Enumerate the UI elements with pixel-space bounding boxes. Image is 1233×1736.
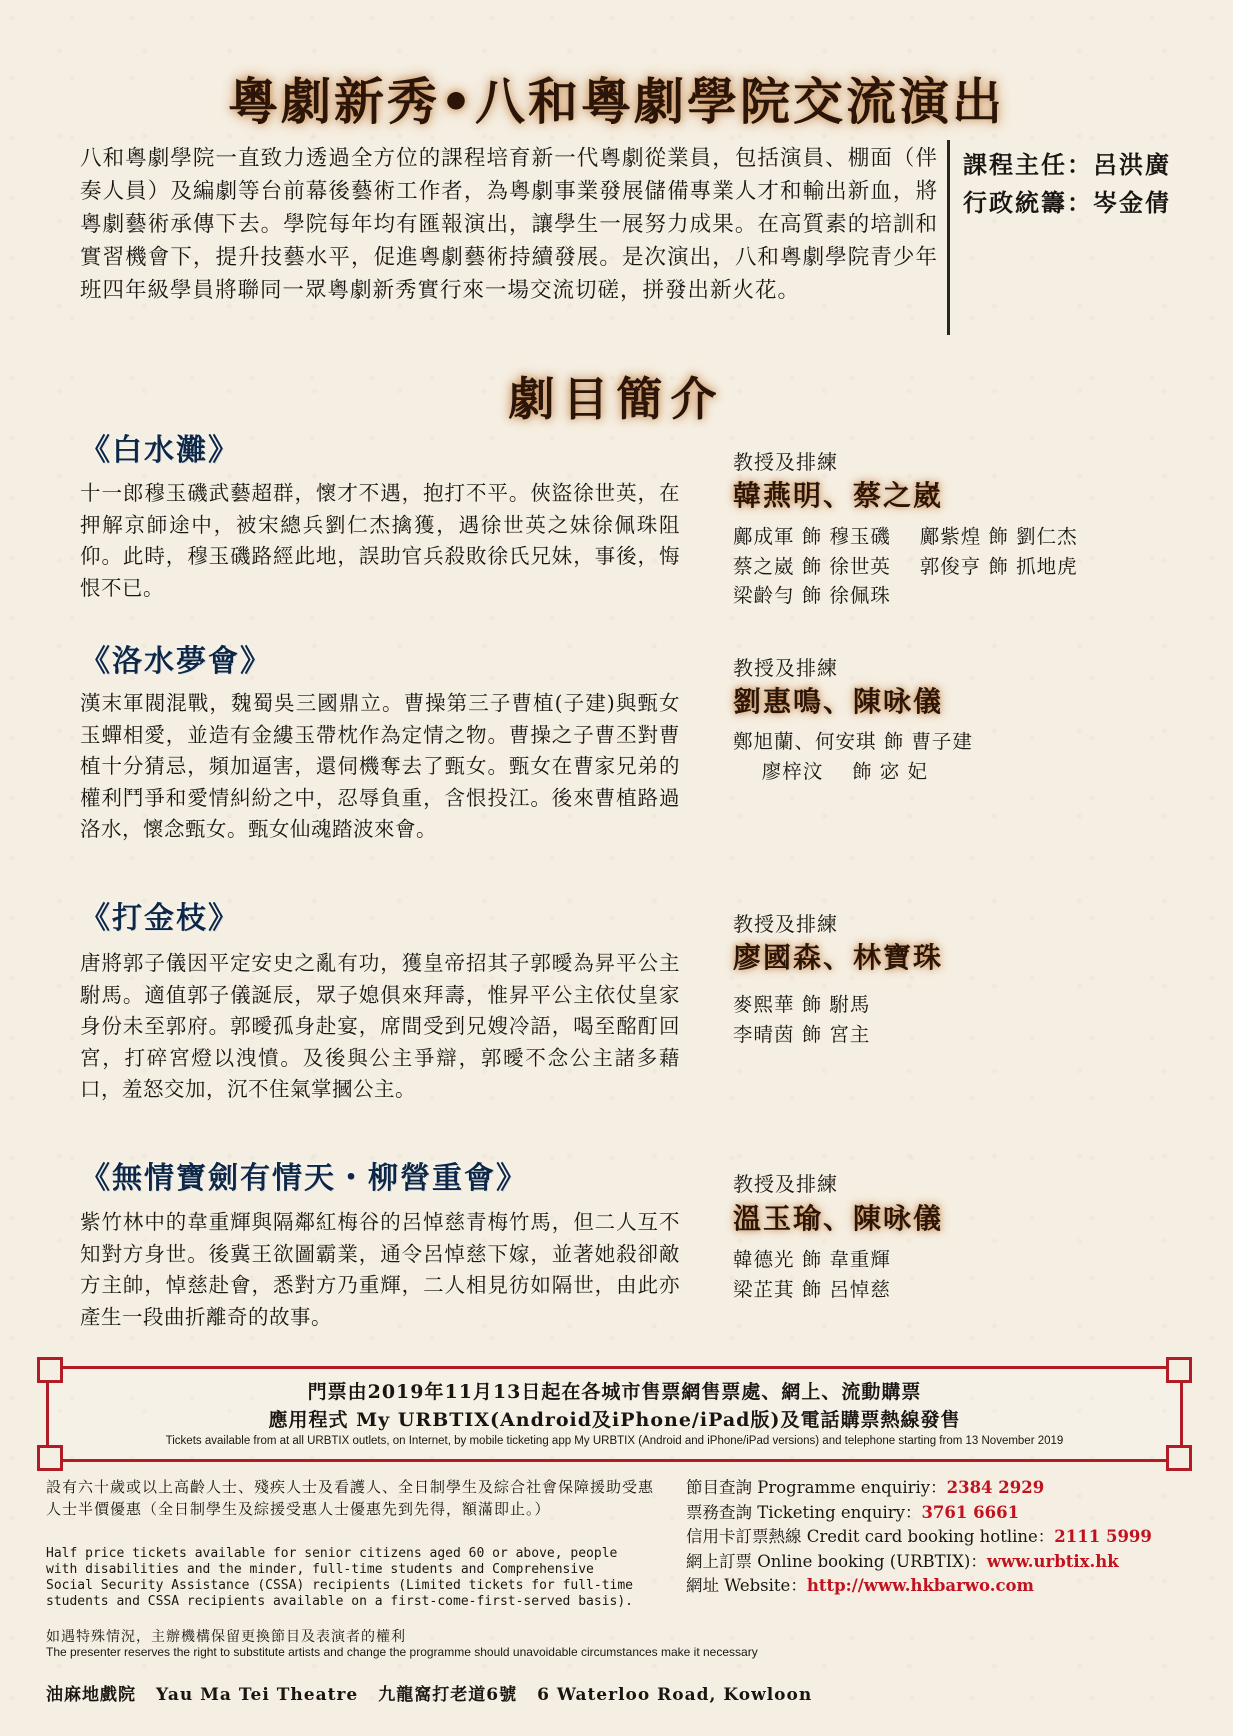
coach-names: 廖國森、林寶珠 bbox=[733, 941, 944, 974]
ticket-line-zh-1: 門票由2019年11月13日起在各城市售票網售票處、網上、流動購票 bbox=[307, 1381, 922, 1403]
cast-row: 梁齡勻 飾 徐佩珠 bbox=[733, 584, 891, 607]
online-booking-link[interactable]: www.urbtix.hk bbox=[986, 1551, 1119, 1571]
cast-row: 蔡之崴 飾 徐世英 郭俊亨 飾 抓地虎 bbox=[733, 554, 1078, 578]
venue-address-zh: 九龍窩打老道6號 bbox=[378, 1685, 518, 1705]
enquiry-row bbox=[686, 1525, 1152, 1550]
enquiry-row bbox=[686, 1501, 1152, 1526]
enquiry-row bbox=[686, 1574, 1152, 1599]
coach-label: 教授及排練 bbox=[733, 1172, 838, 1196]
play-title: 《打金枝》 bbox=[80, 901, 240, 936]
coach-label: 教授及排練 bbox=[733, 450, 838, 474]
enquiries-list bbox=[686, 1476, 1152, 1599]
play-description: 漢末軍閥混戰，魏蜀吳三國鼎立。曹操第三子曹植(子建)與甄女玉蟬相愛，並造有金縷玉帶枕作為定情之物。曹操之子曹丕對曹植十分猜忌，頻加逼害，還伺機奪去了甄女。甄女在曹家兄弟的權利鬥爭和愛情糾紛之中，忍辱負重，含恨投江。後來曹植路過洛水，懷念甄女。甄女仙魂踏波來會。 bbox=[80, 691, 680, 841]
enquiry-label: 網上訂票 Online booking (URBTIX)： bbox=[686, 1551, 987, 1571]
coach-label: 教授及排練 bbox=[733, 656, 838, 680]
enquiry-value: 2111 5999 bbox=[1054, 1527, 1152, 1546]
admin-coordinator: 行政統籌：岑金倩 bbox=[963, 188, 1171, 217]
vertical-divider bbox=[947, 140, 950, 335]
reserve-notice-en: The presenter reserves the right to substitute artists and change the programme should unavoidable circumstances make it necessary bbox=[46, 1645, 758, 1659]
cast-row: 鄭旭蘭、何安琪 飾 曹子建 bbox=[733, 730, 973, 753]
ticket-info-box bbox=[46, 1366, 1183, 1462]
play-description: 紫竹林中的韋重輝與隔鄰紅梅谷的呂悼慈青梅竹馬，但二人互不知對方身世。後冀王欲圖霸業，通令呂悼慈下嫁，並著她殺卻敵方主帥，悼慈赴會，悉對方乃重輝，二人相見彷如隔世，由此亦產生一段曲折離奇的故事。 bbox=[80, 1210, 680, 1329]
play-title: 《白水灘》 bbox=[80, 433, 240, 468]
reserve-notice-zh: 如遇特殊情況，主辦機構保留更換節目及表演者的權利 bbox=[46, 1629, 406, 1645]
play-title: 《洛水夢會》 bbox=[80, 644, 272, 679]
enquiry-row bbox=[686, 1550, 1152, 1575]
cast-row: 廖梓汶 飾 宓 妃 bbox=[733, 759, 928, 783]
enquiry-row bbox=[686, 1476, 1152, 1501]
enquiry-label: 節目查詢 Programme enquiriy： bbox=[686, 1478, 947, 1497]
venue-name-zh: 油麻地戲院 bbox=[46, 1685, 136, 1705]
cast-list bbox=[733, 522, 1078, 611]
venue-name-en: Yau Ma Tei Theatre bbox=[156, 1685, 359, 1705]
coach-label: 教授及排練 bbox=[733, 912, 838, 936]
cast-row: 韓德光 飾 韋重輝 bbox=[733, 1248, 891, 1271]
discount-text-en: Half price tickets available for senior citizens aged 60 or above, people with disabilities and the minder, full-time students and Comprehensive Social Security Assistance (CSSA) recipients (Limited tickets for full-time students and CSSA recipients available on a first-come-first-served basis). bbox=[46, 1546, 633, 1609]
main-title: 粵劇新秀•八和粵劇學院交流演出 bbox=[228, 72, 1005, 131]
coach-names: 韓燕明、蔡之崴 bbox=[733, 479, 944, 512]
enquiry-value: 2384 2929 bbox=[946, 1478, 1045, 1497]
cast-list bbox=[733, 990, 870, 1049]
cast-list bbox=[733, 1245, 891, 1304]
cast-row: 李晴茵 飾 宮主 bbox=[733, 1022, 871, 1046]
play-description: 唐將郭子儀因平定安史之亂有功，獲皇帝招其子郭曖為昇平公主駙馬。適值郭子儀誕辰，眾子媳俱來拜壽，惟昇平公主依仗皇家身份未至郭府。郭曖孤身赴宴，席間受到兄嫂冷語，喝至酩酊回宮，打碎宮燈以洩憤。及後與公主爭辯，郭曖不念公主諸多藉口，羞怒交加，沉不住氣掌摑公主。 bbox=[80, 951, 680, 1101]
ticket-line-zh-2: 應用程式 My URBTIX(Android及iPhone/iPad版)及電話購票熱線發售 bbox=[268, 1409, 961, 1431]
staff-box bbox=[963, 146, 1171, 222]
coach-names: 溫玉瑜、陳咏儀 bbox=[733, 1202, 944, 1235]
cast-list bbox=[733, 727, 973, 786]
venue-line bbox=[46, 1680, 832, 1705]
venue-address-en: 6 Waterloo Road, Kowloon bbox=[537, 1685, 813, 1705]
intro-paragraph: 八和粵劇學院一直致力透過全方位的課程培育新一代粵劇從業員，包括演員、棚面（伴奏人員）及編劇等台前幕後藝術工作者，為粵劇事業發展儲備專業人才和輸出新血，將粵劇藝術承傳下去。學院每年均有匯報演出，讓學生一展努力成果。在高質素的培訓和實習機會下，提升技藝水平，促進粵劇藝術持續發展。是次演出，八和粵劇學院青少年班四年級學員將聯同一眾粵劇新秀實行來一場交流切磋，拼發出新火花。 bbox=[80, 146, 938, 303]
website-link[interactable]: http://www.hkbarwo.com bbox=[806, 1576, 1034, 1595]
cast-row: 鄺成軍 飾 穆玉磯 鄺紫煌 飾 劉仁杰 bbox=[733, 525, 1078, 548]
enquiry-label: 信用卡訂票熱線 Credit card booking hotline： bbox=[686, 1527, 1055, 1546]
section-title: 劇目簡介 bbox=[508, 372, 725, 426]
box-corner-ornament bbox=[37, 1445, 63, 1471]
enquiry-label: 票務查詢 Ticketing enquiry： bbox=[686, 1502, 922, 1522]
course-director: 課程主任：呂洪廣 bbox=[963, 150, 1171, 179]
discount-text-zh: 設有六十歲或以上高齡人士、殘疾人士及看護人、全日制學生及綜合社會保障援助受惠人士半價優惠（全日制學生及綜援受惠人士優惠先到先得，額滿即止。） bbox=[46, 1478, 655, 1518]
cast-row: 麥熙華 飾 駙馬 bbox=[733, 993, 871, 1016]
ticket-line-en: Tickets available from at all URBTIX outlets, on Internet, by mobile ticketing app My URBTIX (Android and iPhone/iPad versions) and telephone starting from 13 November 2019 bbox=[165, 1435, 1064, 1447]
enquiry-label: 網址 Website： bbox=[686, 1576, 807, 1595]
play-description: 十一郎穆玉磯武藝超群，懷才不遇，抱打不平。俠盜徐世英，在押解京師途中，被宋總兵劉仁杰擒獲，遇徐世英之妹徐佩珠阻仰。此時，穆玉磯路經此地，誤助官兵殺敗徐氏兄妹，事後，悔恨不已。 bbox=[80, 481, 680, 600]
play-title: 《無情寶劍有情天・柳營重會》 bbox=[80, 1161, 528, 1196]
cast-row: 梁芷萁 飾 呂悼慈 bbox=[733, 1277, 891, 1301]
coach-names: 劉惠鳴、陳咏儀 bbox=[733, 685, 944, 718]
box-corner-ornament bbox=[1166, 1445, 1192, 1471]
enquiry-value: 3761 6661 bbox=[921, 1502, 1020, 1522]
